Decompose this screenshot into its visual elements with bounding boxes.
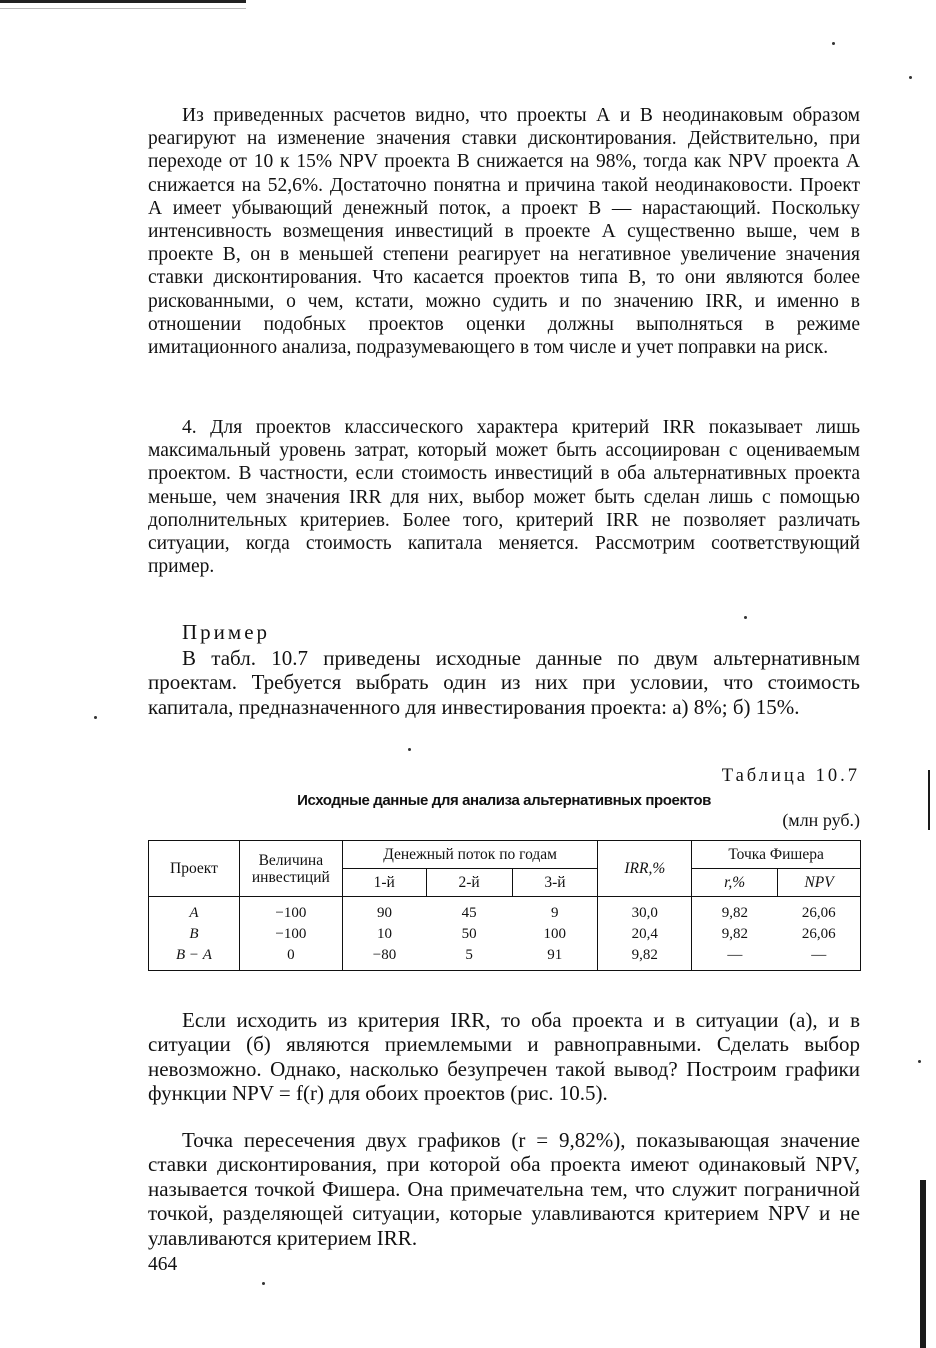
scan-edge xyxy=(920,1180,926,1348)
header-irr: IRR,% xyxy=(598,841,692,897)
paragraph-1-text: Из приведенных расчетов видно, что проекты А и В неодинаковым образом реагируют на изменение значения ставки дисконтирования. Действительно, при переходе от 10 к 15% NPV проекта В снижается на 98%, тогда как NPV проекта А снижается на 52,6%. Достаточно понятна и причина такой неодинаковости. Проект А имеет убывающий денежный поток, а проект В — нарастающий. Поскольку интенсивность возмещения инвестиций в проекте А существенно выше, чем в проекте В, он в меньшей степени реагирует на негативное увеличение значения ставки дисконтирования. Что касается проектов типа В, то они являются более рискованными, о чем, кстати, можно судить и по значению IRR, и именно в отношении подобных проектов оценки должны выполняться в режиме имитационного анализа, подразумевающего в том числе и учет поправки на риск. xyxy=(148,105,860,359)
scan-speck xyxy=(918,1060,921,1063)
row-ba-r: — xyxy=(692,945,778,971)
row-b-project: В xyxy=(149,924,240,945)
page-number: 464 xyxy=(148,1254,178,1275)
paragraph-2 xyxy=(148,416,860,578)
paragraph-5-text: Точка пересечения двух графиков (r = 9,82%), показывающая значение ставки дисконтирования, при которой оба проекта имеют одинаковый NPV, называется точкой Фишера. Она примечательна тем, что служит пограничной точкой, разделяющей ситуации, которые улавливаются критерием NPV и не улавливаются критерием IRR. xyxy=(148,1128,860,1250)
scan-speck xyxy=(909,76,912,79)
row-a-project: А xyxy=(149,897,240,925)
row-ba-y2: 5 xyxy=(426,945,512,971)
table-units: (млн руб.) xyxy=(782,810,860,830)
row-a-y1: 90 xyxy=(342,897,426,925)
header-fisher: Точка Фишера xyxy=(692,841,861,869)
top-rule xyxy=(0,0,246,3)
row-b-irr: 20,4 xyxy=(598,924,692,945)
data-table xyxy=(148,840,861,971)
row-b-y3: 100 xyxy=(543,926,566,942)
scan-speck xyxy=(262,1282,265,1285)
scan-speck xyxy=(744,616,747,619)
paragraph-3-text: В табл. 10.7 приведены исходные данные по двум альтернативным проектам. Требуется выбрать один из них при условии, что стоимость капитала, предназначенного для инвестирования проекта: а) 8%; б) 15%. xyxy=(148,646,860,719)
paragraph-4 xyxy=(148,1008,860,1106)
row-ba-project: В − А xyxy=(149,945,240,971)
row-a-irr: 30,0 xyxy=(598,897,692,925)
table-number: Таблица 10.7 xyxy=(721,766,860,786)
row-ba-investment: 0 xyxy=(239,945,342,971)
header-rate: r,% xyxy=(692,869,778,897)
header-investment: Величина инвестиций xyxy=(239,841,342,897)
paragraph-1 xyxy=(148,104,860,359)
row-b-r: 9,82 xyxy=(692,924,778,945)
header-cashflow: Денежный поток по годам xyxy=(342,841,598,869)
paragraph-4-text: Если исходить из критерия IRR, то оба проекта и в ситуации (а), и в ситуации (б) являются приемлемыми и равноправными. Сделать выбор невозможно. Однако, насколько безупречен такой вывод? Построим графики функции NPV = f(r) для обоих проектов (рис. 10.5). xyxy=(148,1008,860,1106)
header-npv: NPV xyxy=(778,869,861,897)
header-project: Проект xyxy=(149,841,240,897)
paragraph-3 xyxy=(148,646,860,719)
row-ba-irr: 9,82 xyxy=(598,945,692,971)
top-rule-thin xyxy=(0,8,246,9)
row-ba-npv: — xyxy=(778,945,861,971)
row-b-y2: 50 xyxy=(461,926,477,942)
header-year-1: 1-й xyxy=(342,869,426,897)
paragraph-5 xyxy=(148,1128,860,1250)
row-a-investment: −100 xyxy=(239,897,342,925)
example-heading: Пример xyxy=(182,620,271,644)
scan-speck xyxy=(94,716,97,719)
row-b-investment: −100 xyxy=(239,924,342,945)
row-ba-y1: −80 xyxy=(342,945,426,971)
row-a-y3: 9 xyxy=(550,905,559,921)
paragraph-2-text: 4. Для проектов классического характера критерий IRR показывает лишь максимальный уровень затрат, который может быть ассоциирован с оцениваемым проектом. В частности, если стоимость инвестиций в оба альтернативных проекта меньше, чем значения IRR для них, выбор может быть сделан лишь с помощью дополнительных критериев. Более того, критерий IRR не позволяет различать ситуации, когда стоимость капитала меняется. Рассмотрим соответствующий пример. xyxy=(148,417,860,578)
header-year-2: 2-й xyxy=(426,869,512,897)
row-a-r: 9,82 xyxy=(692,897,778,925)
scan-speck xyxy=(832,42,835,45)
row-ba-y3: 91 xyxy=(512,945,598,971)
scan-edge xyxy=(928,770,930,830)
scan-speck xyxy=(408,748,411,751)
header-year-3: 3-й xyxy=(512,869,598,897)
row-a-y2: 45 xyxy=(461,905,477,921)
table-title: Исходные данные для анализа альтернативных проектов xyxy=(297,792,711,809)
row-a-npv: 26,06 xyxy=(778,897,861,925)
row-b-npv: 26,06 xyxy=(778,924,861,945)
row-b-y1: 10 xyxy=(342,924,426,945)
